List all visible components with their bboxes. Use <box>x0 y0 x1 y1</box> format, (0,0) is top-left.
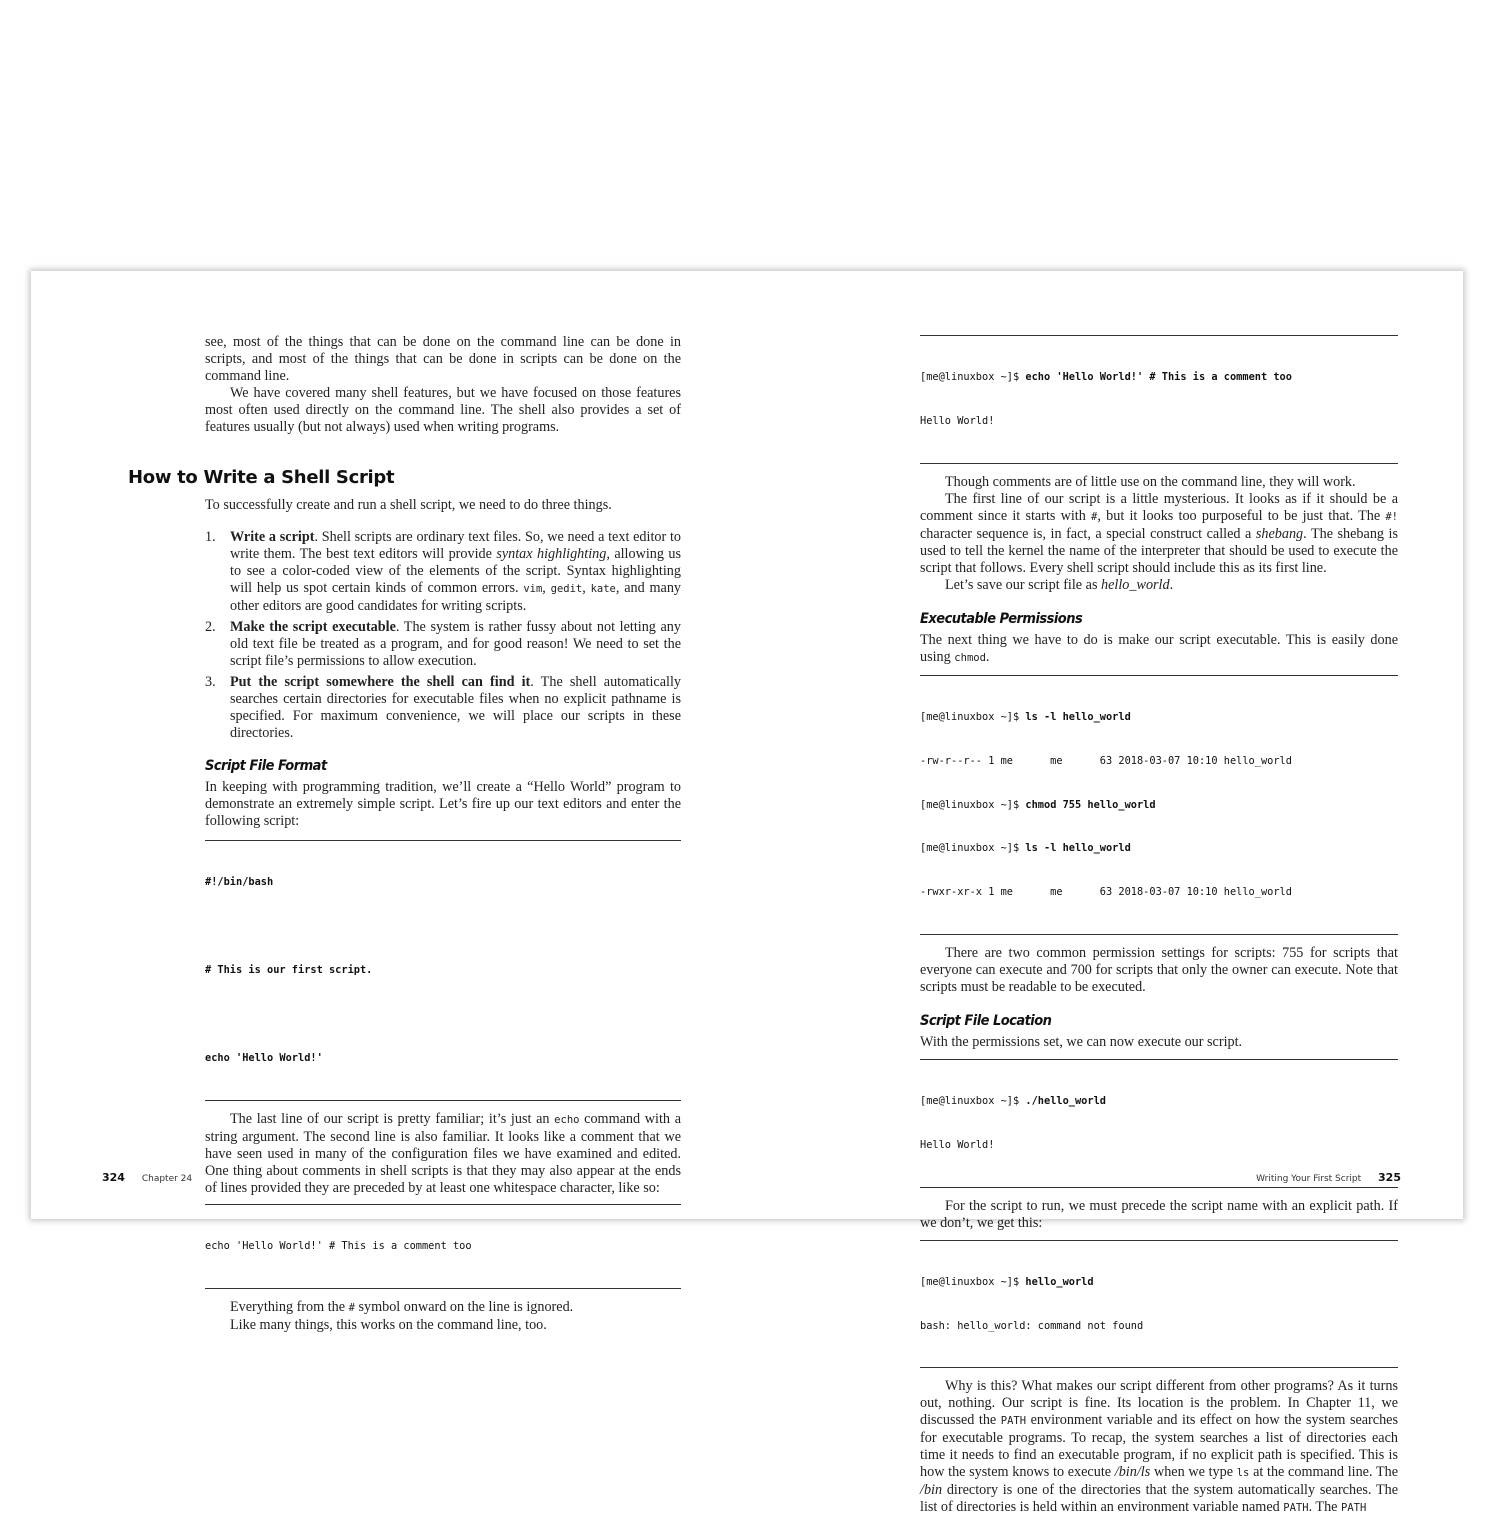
prompt: [me@linuxbox ~]$ <box>920 710 1026 723</box>
prompt: [me@linuxbox ~]$ <box>920 371 1026 384</box>
text-run: command with a string argument. The second line is also familiar. It looks like a comment that we have seen used in many of the configuration files we have examined and edited. One thing about comments in shell scripts is that they may also appear at the ends of lines provided they are preceded by at least one whitespace character, like so: <box>205 1110 681 1196</box>
step-emphasis: syntax highlighting, <box>496 546 610 562</box>
text-run: . <box>985 648 990 665</box>
inline-code: # <box>1091 510 1098 523</box>
code-text: #!/bin/bash <box>205 876 274 889</box>
command: ls -l hello_world <box>1025 842 1131 855</box>
code-line <box>920 841 1398 856</box>
prompt: [me@linuxbox ~]$ <box>920 1095 1026 1108</box>
step-number: 3. <box>205 674 216 690</box>
right-page <box>747 271 1463 1516</box>
text-run: Everything from the <box>230 1298 349 1315</box>
text-run: The last line of our script is pretty familiar; it’s just an <box>230 1110 555 1127</box>
code-spacer <box>205 919 681 934</box>
inline-code: PATH <box>1000 1415 1027 1428</box>
prompt: [me@linuxbox ~]$ <box>920 798 1026 811</box>
code-line: -rw-r--r-- 1 me me 63 2018-03-07 10:10 hello_world <box>920 754 1292 767</box>
paragraph <box>920 577 1398 594</box>
inline-code: chmod <box>954 651 986 664</box>
left-page <box>31 271 747 1333</box>
step-text: , <box>582 580 591 596</box>
step-text: , <box>542 580 551 596</box>
step-text: . The shell automatically searches certain directories for executable files when no explicit pathname is specified. For maximum convenience, we will place our scripts in these directories. <box>230 674 681 741</box>
command: hello_world <box>1025 1275 1094 1288</box>
page-number: 325 <box>1378 1171 1401 1184</box>
text-run: directory is one of the directories that the system automatically searches. The list of directories is held within an environment variable named <box>920 1482 1398 1516</box>
intro-paragraph-1: see, most of the things that can be done on the command line can be done in scripts, and most of the things that can be done in scripts can be done on the command line. <box>205 334 681 384</box>
step-title: Write a script <box>230 529 315 545</box>
step-text: . The system is rather fussy about not letting any old text file be treated as a program, and for good reason! We need to set the script file’s permissions to allow execution. <box>230 619 681 669</box>
paragraph: For the script to run, we must precede the script name with an explicit path. If we don’t, we get this: <box>920 1197 1398 1231</box>
inline-code: gedit <box>550 583 583 595</box>
text-run: environment variable and its effect on how the system searches for executable programs. To recap, the system searches a list of directories each time it needs to find an executable program, if no explicit path is specified. This is how the system knows to execute <box>920 1412 1398 1481</box>
step-text: . Shell scripts are ordinary text files. So, we need a text editor to write them. The best text editors will provide <box>230 529 681 562</box>
paragraph <box>205 1299 681 1317</box>
code-line: Hello World! <box>920 414 995 427</box>
text-run: . The <box>1308 1499 1342 1516</box>
code-text: echo 'Hello World!' <box>205 1052 323 1065</box>
steps-list <box>205 529 681 742</box>
command: echo 'Hello World!' # This is a comment too <box>1025 371 1292 384</box>
step-text: , and many other editors are good candidates for writing scripts. <box>230 580 682 614</box>
paragraph: Though comments are of little use on the command line, they will work. <box>945 473 1356 490</box>
step-number: 2. <box>205 619 216 635</box>
text-run: The next thing we have to do is make our script executable. This is easily done using <box>920 631 1398 665</box>
code-block-comment <box>205 1204 681 1289</box>
step-text: allowing us to see a color-coded view of the elements of the script. Syntax highlighting will help us spot certain kinds of common errors. <box>230 546 681 596</box>
command: ./hello_world <box>1025 1095 1106 1108</box>
code-block-run <box>920 1059 1398 1188</box>
inline-code: vim <box>523 583 543 595</box>
code-line: bash: hello_world: command not found <box>920 1319 1144 1332</box>
subsection-heading: Script File Format <box>205 758 327 774</box>
text-run: . The shebang is used to tell the kernel the name of the interpreter that should be used to execute the script that follows. Every shell script should include this as its first line. <box>920 525 1398 576</box>
paragraph <box>920 632 1398 667</box>
inline-code: echo <box>554 1113 580 1126</box>
intro-block <box>205 334 681 436</box>
subsection-heading: Script File Location <box>920 1012 1052 1029</box>
code-line <box>205 1051 681 1066</box>
main-content <box>205 497 681 1334</box>
intro-paragraph-2: We have covered many shell features, but we have focused on those features most often used directly on the command line. The shell also provides a set of features usually (but not always) used when writing programs. <box>205 385 681 435</box>
inline-code: # <box>348 1301 355 1314</box>
step-title: Make the script executable <box>230 619 396 635</box>
subsection-heading: Executable Permissions <box>920 610 1083 627</box>
paragraph: With the permissions set, we can now execute our script. <box>920 1033 1243 1050</box>
section-intro: To successfully create and run a shell script, we need to do three things. <box>205 497 612 513</box>
code-line <box>205 963 681 978</box>
paragraph <box>920 1378 1398 1517</box>
code-line <box>920 710 1398 725</box>
text-run: The first line of our script is a little mysterious. It looks as if it should be a comment since it starts with <box>920 490 1398 524</box>
prompt: [me@linuxbox ~]$ <box>920 842 1026 855</box>
inline-code: #! <box>1385 510 1398 523</box>
paragraph: Like many things, this works on the command line, too. <box>230 1316 547 1333</box>
emphasis: /bin <box>920 1482 943 1499</box>
list-item <box>205 529 681 615</box>
text-run: at the command line. The <box>1249 1464 1399 1481</box>
paragraph: There are two common permission settings for scripts: 755 for scripts that everyone can execute and 700 for scripts that only the owner can execute. Note that scripts must be readable to be executed. <box>920 944 1398 995</box>
code-line <box>920 798 1398 813</box>
list-item <box>205 619 681 670</box>
code-block-not-found <box>920 1240 1398 1369</box>
code-line: Hello World! <box>920 1138 995 1151</box>
code-spacer <box>205 1007 681 1022</box>
inline-code: PATH <box>1283 1502 1309 1515</box>
command: ls -l hello_world <box>1025 710 1131 723</box>
step-number: 1. <box>205 529 216 545</box>
code-block-script <box>205 840 681 1101</box>
text-run: , but it looks too purposeful to be just that. The <box>1097 507 1386 524</box>
text-run: character sequence is, in fact, a special construct called a <box>920 525 1256 542</box>
running-head: Chapter 24 <box>141 1174 193 1184</box>
text-run: when we type <box>1150 1464 1237 1481</box>
command: chmod 755 hello_world <box>1025 798 1156 811</box>
inline-code: kate <box>590 583 616 595</box>
running-head: Writing Your First Script <box>1256 1174 1362 1184</box>
code-line <box>920 370 1398 385</box>
code-line: -rwxr-xr-x 1 me me 63 2018-03-07 10:10 hello_world <box>920 886 1292 899</box>
section-heading: How to Write a Shell Script <box>128 467 395 488</box>
code-line <box>205 875 681 890</box>
page-number: 324 <box>102 1171 125 1184</box>
inline-code: PATH <box>1341 1502 1367 1515</box>
text-run: . <box>1169 576 1174 593</box>
page-footer <box>1256 1171 1401 1184</box>
code-line: echo 'Hello World!' # This is a comment too <box>205 1240 472 1253</box>
code-line <box>920 1094 1398 1109</box>
code-block-echo <box>920 335 1398 464</box>
text-run: Let’s save our script file as <box>945 576 1102 593</box>
paragraph <box>205 1111 681 1197</box>
code-block-permissions <box>920 675 1398 935</box>
text-run: symbol onward on the line is ignored. <box>354 1298 574 1315</box>
emphasis: shebang <box>1255 525 1304 542</box>
inline-code: ls <box>1236 1467 1250 1480</box>
paragraph: In keeping with programming tradition, we’ll create a “Hello World” program to demonstrate an extremely simple script. Let’s fire up our text editors and enter the following script: <box>205 779 681 829</box>
prompt: [me@linuxbox ~]$ <box>920 1275 1026 1288</box>
emphasis: /bin/ls <box>1114 1464 1151 1481</box>
right-content <box>920 335 1398 1517</box>
step-title: Put the script somewhere the shell can find it <box>230 674 531 690</box>
paragraph <box>920 491 1398 577</box>
page-footer <box>102 1171 192 1184</box>
emphasis: hello_world <box>1101 576 1170 593</box>
book-spread <box>31 271 1463 1516</box>
text-run: Why is this? What makes our script different from other programs? As it turns out, nothing. Our script is fine. Its location is the problem. In Chapter 11, we discussed the <box>920 1378 1398 1429</box>
code-line <box>920 1275 1398 1290</box>
list-item <box>205 674 681 742</box>
code-text: # This is our first script. <box>205 964 373 977</box>
